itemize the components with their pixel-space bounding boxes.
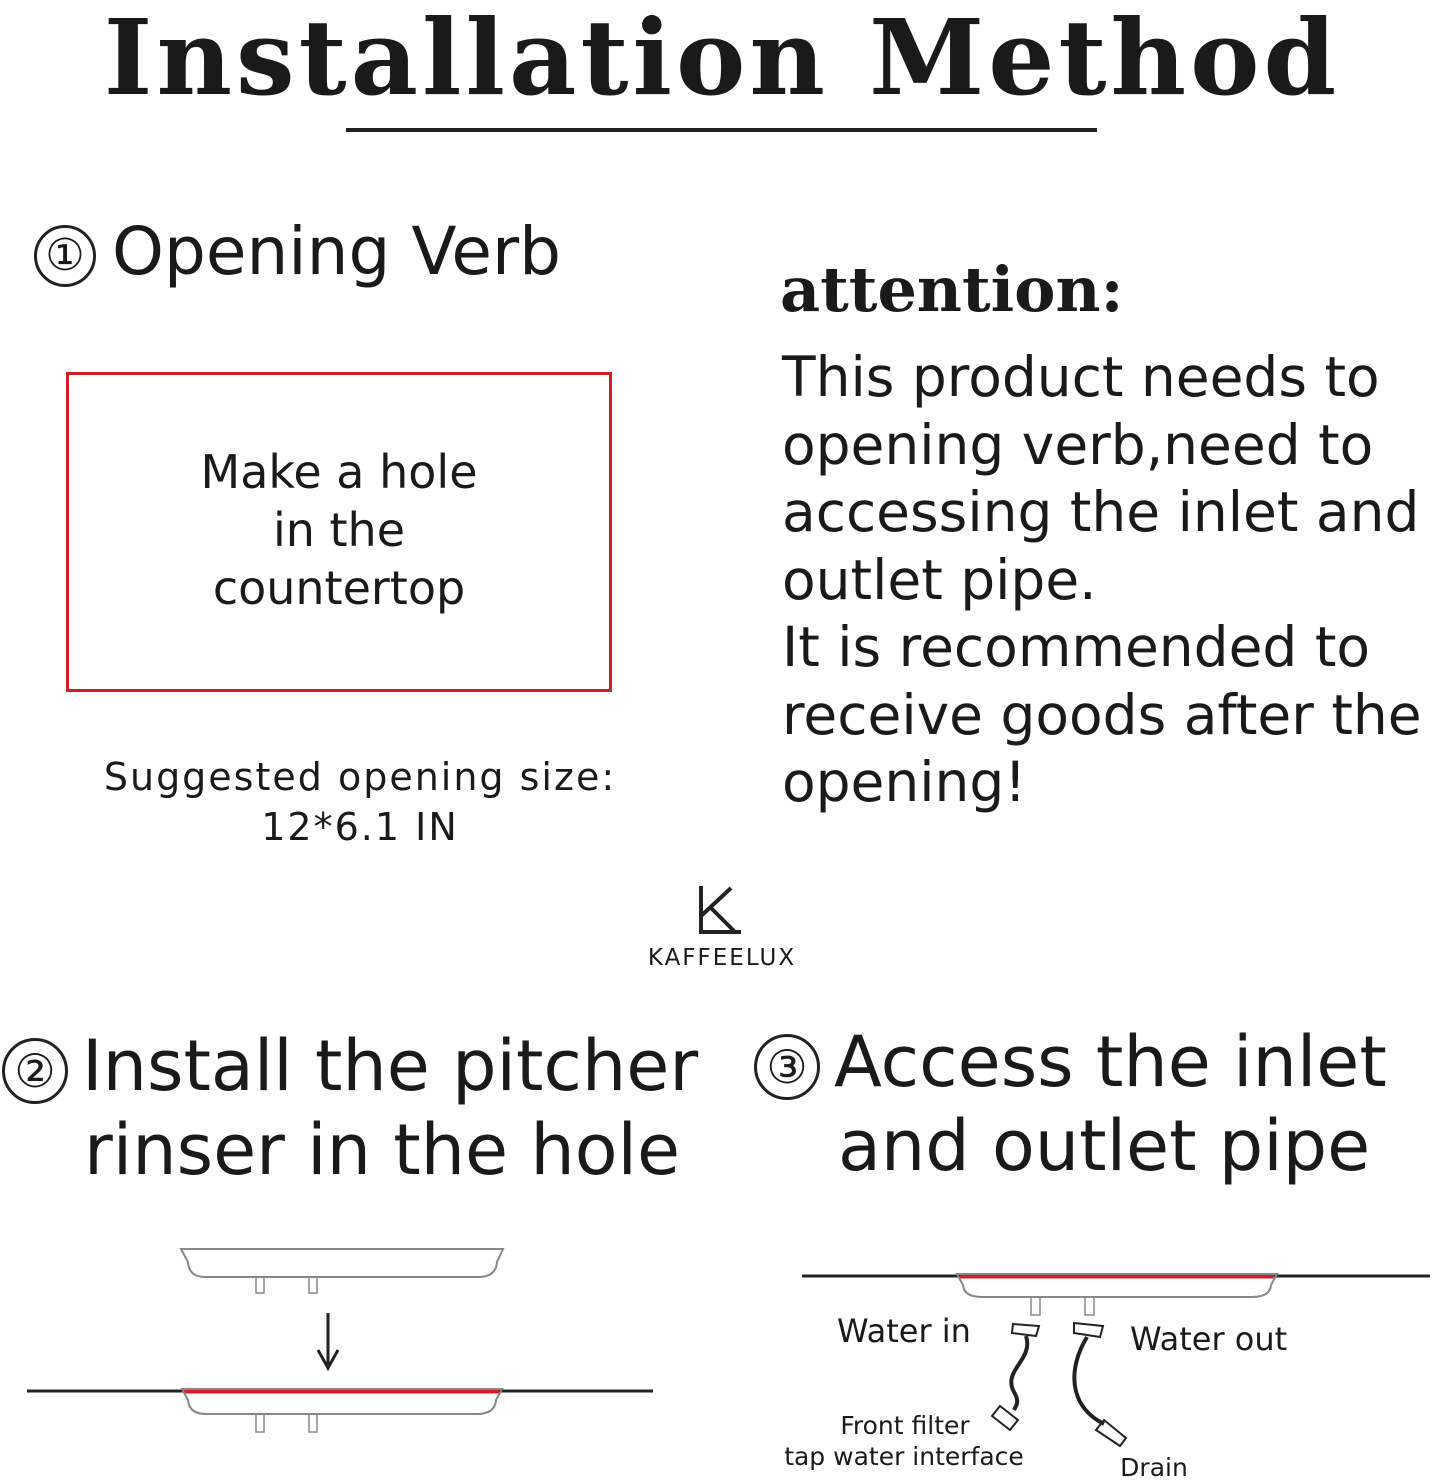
suggested-size [40, 752, 680, 852]
step2-heading [2, 1024, 698, 1192]
step3-number: ③ [754, 1034, 820, 1100]
step1-number: ① [34, 225, 96, 287]
water-out-label: Water out [1130, 1320, 1288, 1358]
kaffeelux-logo-icon [695, 884, 747, 936]
down-arrow-icon [318, 1313, 338, 1368]
step1-title: Opening Verb [112, 213, 561, 290]
installation-diagrams [0, 1230, 1444, 1481]
box-line: Make a hole [200, 445, 478, 499]
step2-number: ② [2, 1038, 68, 1104]
attention-paragraph-1: This product needs to opening verb,need to accessing the inlet and outlet pipe. [782, 345, 1420, 612]
drain-label: Drain [1120, 1453, 1188, 1481]
box-line: countertop [212, 561, 466, 615]
step2-line1: Install the pitcher [82, 1025, 699, 1107]
attention-body [782, 344, 1444, 817]
suggested-size-label: Suggested opening size: [103, 755, 617, 799]
page-title: Installation Method [103, 0, 1341, 119]
attention-paragraph-2: It is recommended to receive goods after the opening! [782, 615, 1422, 814]
opening-box-text [66, 443, 612, 617]
water-in-label: Water in [837, 1312, 971, 1350]
step3-line1: Access the inlet [834, 1021, 1387, 1103]
rinser-installed-diagram [27, 1389, 653, 1432]
step1-heading [34, 212, 561, 292]
attention-title: attention: [780, 253, 1124, 326]
step2-line2: rinser in the hole [84, 1109, 681, 1191]
brand-name: KAFFEELUX [647, 945, 797, 971]
step3-line2: and outlet pipe [838, 1105, 1371, 1187]
rinser-before-diagram [181, 1249, 503, 1293]
suggested-size-value: 12*6.1 IN [261, 805, 459, 849]
tap-water-interface-label: tap water interface [784, 1442, 1024, 1471]
title-underline [346, 128, 1097, 132]
front-filter-label: Front filter [840, 1411, 970, 1440]
step3-heading [754, 1020, 1387, 1188]
box-line: in the [272, 503, 406, 557]
